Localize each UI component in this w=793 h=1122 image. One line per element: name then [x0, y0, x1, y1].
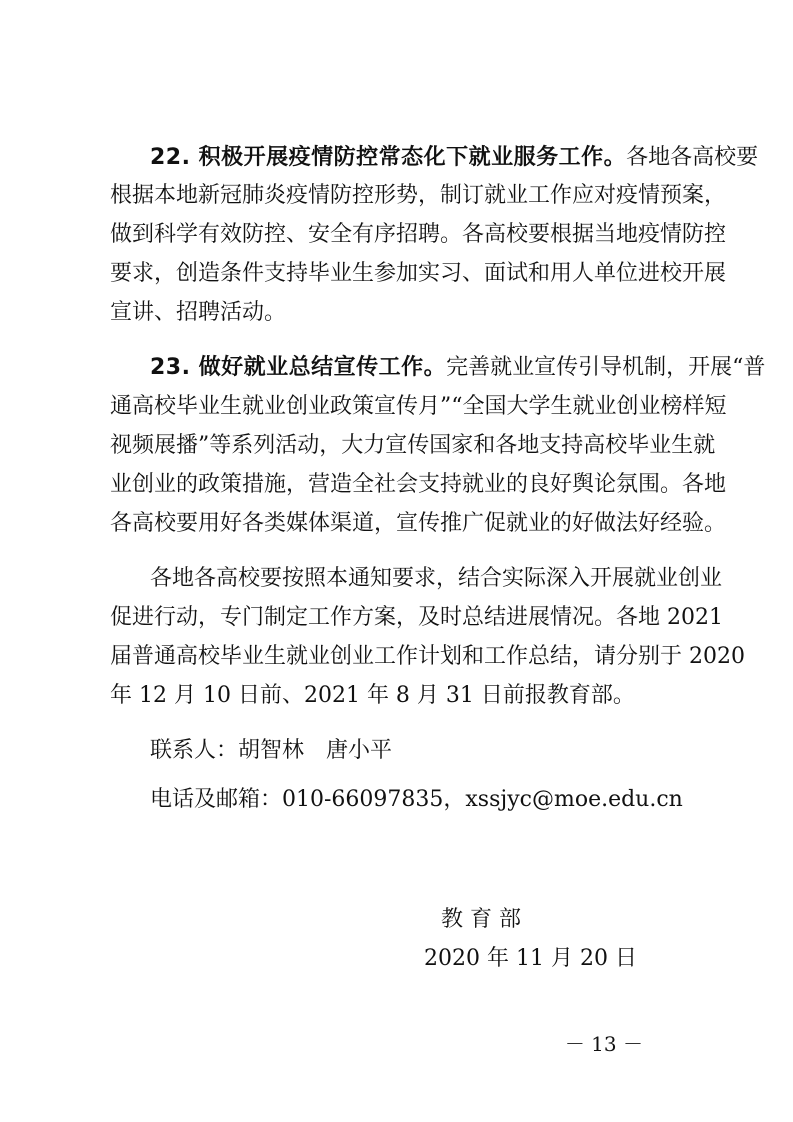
para22-line1 — [150, 144, 759, 172]
signature-date: 2020 年 11 月 20 日 — [424, 946, 637, 971]
contact-phone-email: 电话及邮箱：010-66097835，xssjyc@moe.edu.cn — [150, 787, 683, 812]
closing-line3: 届普通高校毕业生就业创业工作计划和工作总结，请分别于 2020 — [110, 644, 745, 669]
para22-line2: 根据本地新冠肺炎疫情防控形势，制订就业工作应对疫情预案， — [110, 183, 727, 208]
para22-line4: 要求，创造条件支持毕业生参加实习、面试和用人单位进校开展 — [110, 261, 727, 286]
signature-org: 教 育 部 — [441, 907, 521, 932]
para23-line5: 各高校要用好各类媒体渠道，宣传推广促就业的好做法好经验。 — [110, 511, 727, 536]
para23-heading: 23. 做好就业总结宣传工作。 — [150, 355, 447, 380]
para23-line1 — [150, 354, 766, 382]
para23-line2: 通高校毕业生就业创业政策宣传月”“全国大学生就业创业榜样短 — [110, 394, 727, 419]
para23-line3: 视频展播”等系列活动，大力宣传国家和各地支持高校毕业生就 — [110, 433, 716, 458]
para22-line3: 做到科学有效防控、安全有序招聘。各高校要根据当地疫情防控 — [110, 222, 727, 247]
para23-line4: 业创业的政策措施，营造全社会支持就业的良好舆论氛围。各地 — [110, 472, 727, 497]
closing-line4: 年 12 月 10 日前、2021 年 8 月 31 日前报教育部。 — [110, 683, 635, 708]
para22-line5: 宣讲、招聘活动。 — [110, 300, 287, 325]
para22-line1-rest: 各地各高校要 — [626, 145, 759, 170]
contact-people: 联系人：胡智林 唐小平 — [150, 738, 393, 763]
closing-line1: 各地各高校要按照本通知要求，结合实际深入开展就业创业 — [150, 566, 723, 591]
closing-line2: 促进行动，专门制定工作方案，及时总结进展情况。各地 2021 — [110, 605, 723, 630]
para23-line1-rest: 完善就业宣传引导机制，开展“普 — [446, 355, 766, 380]
page-number: － 13 － — [564, 1032, 643, 1056]
para22-heading: 22. 积极开展疫情防控常态化下就业服务工作。 — [150, 145, 627, 170]
